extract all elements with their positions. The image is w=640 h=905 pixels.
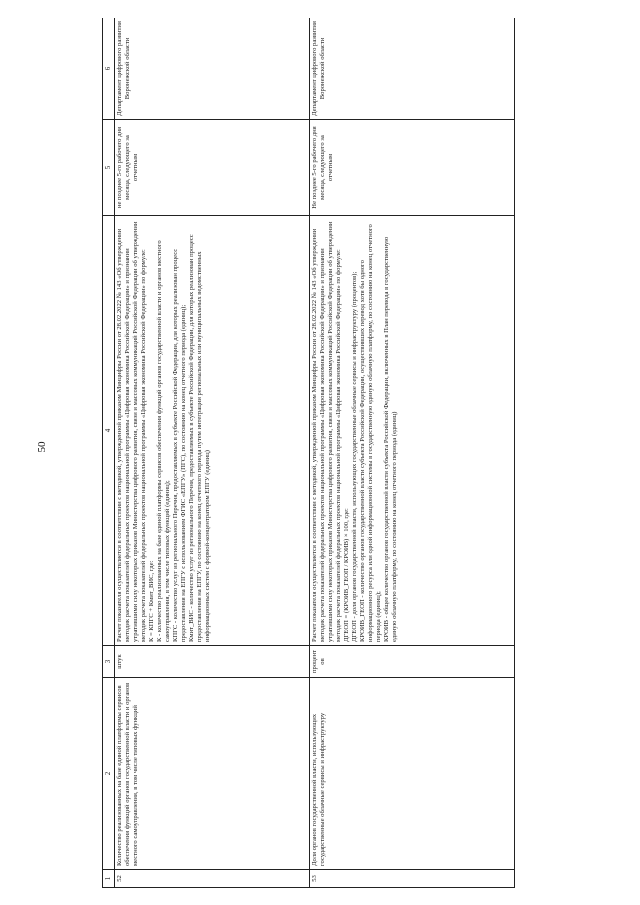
responsible-body: Департамент цифрового развития Воронежской области bbox=[309, 18, 514, 120]
column-header: 4 bbox=[103, 216, 115, 646]
indicators-table bbox=[102, 18, 515, 888]
table-row bbox=[309, 18, 514, 888]
column-header: 3 bbox=[103, 646, 115, 678]
table-header-row bbox=[103, 18, 115, 888]
rotated-table-area bbox=[102, 18, 522, 888]
method-paragraph: Расчет показателя осуществляется в соответствии с методикой, утвержденной приказом Минцифры России от 28.02.2022 № 143 «Об утверждении методик расчета показателей федеральных проектов национальной программы «Цифровая экономика Российской Федерации» и признании утратившими силу некоторых приказов Министерства цифрового развития, связи и массовых коммуникаций Российской Федерации об утверждении методик расчета показателей федеральных проектов национальной программы «Цифровая экономика Российской Федерации» по формуле: bbox=[310, 221, 342, 642]
method-paragraph: КРОИВ_ГЕОП - количество органов государственной власти субъекта Российской Федерации, осуществивших перевод хотя бы одного информационного ресурса или одной информационной системы в государственную единую облачную платформу, по состоянию на конец отчетного периода (единиц); bbox=[358, 224, 382, 642]
page-number: 50 bbox=[36, 441, 48, 453]
row-number: 52 bbox=[114, 870, 309, 888]
method-paragraph: Расчет показателя осуществляется в соответствии с методикой, утвержденной приказом Минцифры России от 28.02.2022 № 143 «Об утверждении методик расчета показателей федеральных проектов национальной программы «Цифровая экономика Российской Федерации» и признании утратившими силу некоторых приказов Министерства цифрового развития, связи и массовых коммуникаций Российской Федерации об утверждении методик расчета показателей федеральных проектов национальной программы «Цифровая экономика Российской Федерации» по формуле: bbox=[115, 221, 147, 642]
indicator-name: Количество реализованных на базе единой платформы сервисов обеспечения функций органов государственной власти и органов местного самоуправления, в том числе типовых функций bbox=[114, 678, 309, 870]
column-header: 5 bbox=[103, 120, 115, 216]
unit-of-measure: штук bbox=[114, 646, 309, 678]
unit-of-measure: процентов bbox=[309, 646, 514, 678]
method-paragraph: Кмит_ВИС - количество услуг из регионального Перечня, предоставляемых в субъекте Российской Федерации, для которых реализован процесс предоставления на ЕПГУ, по состоянию на конец отчетного периода путем интеграции региональных или муниципальных ведомственных информационных систем с формой-концентратором ЕПГУ (единиц) bbox=[187, 234, 211, 642]
row-number: 53 bbox=[309, 870, 514, 888]
column-header: 6 bbox=[103, 18, 115, 120]
reporting-deadline: не позднее 5-го рабочего дня месяца, следующего за отчетным bbox=[114, 120, 309, 216]
rotated-table-container bbox=[102, 18, 522, 888]
method-paragraph: КРОИВ - общее количество органов государственной власти субъекта Российской Федерации, включенных в План перевода в государственную единую облачную платформу, по состоянию на конец отчетного периода (единиц) bbox=[382, 236, 398, 642]
method-paragraph: КПГС - количество услуг из регионального Перечня, предоставляемых в субъекте Российской Федерации, для которых реализован процесс предоставления на ЕПГУ с использованием ФГИС «ЕПГУ» (ПГС), по состоянию на конец отчетного периода (единиц); bbox=[171, 248, 187, 642]
indicator-name: Доля органов государственной власти, использующих государственные облачные сервисы и инфраструктуру bbox=[309, 678, 514, 870]
calculation-method bbox=[309, 216, 514, 646]
method-paragraph: ДГЕОП - доля органов государственной власти, использующих государственные облачные сервисы и инфраструктуру (процентов); bbox=[350, 271, 358, 642]
reporting-deadline: Не позднее 5-го рабочего дня месяца, следующего за отчетным bbox=[309, 120, 514, 216]
method-paragraph: К - количество реализованных на базе единой платформы сервисов обеспечения функций органов государственной власти и органов местного самоуправления, в том числе типовых функций (единиц); bbox=[155, 240, 171, 642]
column-header: 1 bbox=[103, 870, 115, 888]
calculation-method bbox=[114, 216, 309, 646]
column-header: 2 bbox=[103, 678, 115, 870]
method-formula: ДГЕОП = (КРОИВ_ГЕОП / КРОИВ) × 100, где: bbox=[342, 508, 350, 642]
method-formula: К = КПГС + Кмит_ВИС, где: bbox=[147, 560, 155, 642]
responsible-body: Департамент цифрового развития Воронежской области bbox=[114, 18, 309, 120]
table-row bbox=[114, 18, 309, 888]
